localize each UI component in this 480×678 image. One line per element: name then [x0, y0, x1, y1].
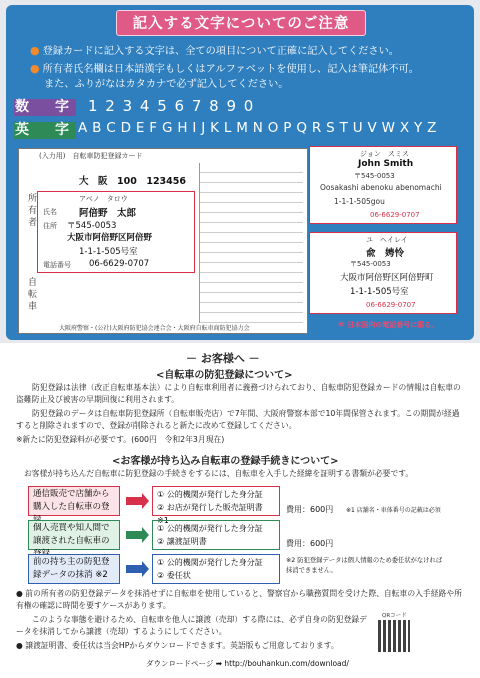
example-kanji: ユ ヘイレイ 兪 娉怜 〒545-0053 大阪市阿倍野区阿倍野町 1-1-1-505号室 06-6629-0707 — [309, 232, 457, 314]
fee-1: 費用：600円 — [286, 505, 334, 514]
customer-heading: － お客様へ － — [186, 352, 260, 365]
example-english: ジョン スミス John Smith 〒545-0053 Oosakashi abenoku abenomachi 1-1-1-505gou 06-6629-0707 — [309, 146, 457, 224]
owner-label: 所有者 — [26, 193, 36, 229]
furigana: アベノ タロウ — [79, 195, 128, 203]
qr-code-icon[interactable] — [378, 620, 410, 652]
phone-label: 電話番号 — [43, 261, 71, 269]
proof-1: ① 公的機関が発行した身分証 ② お店が発行した販売証明書 ※1 — [152, 486, 280, 516]
paragraph-5: ● 前の所有者の防犯登録データを抹消せずに自転車を使用していると、警察官から職務質問を受けた際、自転車の入手経路や所有権の確認に時間を要すケースがあります。 — [16, 589, 462, 611]
arrow-right-icon — [126, 565, 144, 573]
name-label: 氏名 — [43, 208, 57, 216]
registration-card — [18, 148, 308, 334]
arrow-right-icon — [126, 531, 144, 539]
numbers-label: 数 字 — [15, 99, 75, 115]
paragraph-1: 防犯登録は法律（改正自転車基本法）により自転車利用者に義務づけられており、自転車防犯登録カードの情報は自転車の盗難防止及び被害の早期回復に利用されます。 — [16, 383, 461, 405]
letters-chars: A B C D E F G H I J K L M N O P Q R S T U V W X Y Z — [78, 120, 437, 136]
bullet-icon: ● — [30, 44, 40, 57]
bicycle-label: 自転車 — [26, 277, 36, 313]
note-3: また、ふりがなはカタカナで必ず記入してください。 — [44, 79, 289, 90]
bullet-icon: ● — [30, 62, 40, 75]
paragraph-6: このような事態を避けるため、自転車を他人に譲渡（売却）する際には、必ず自身の防犯登録データを抹消してから譲渡（売却）するようにしてください。 — [16, 615, 367, 637]
paragraph-7: ● 譲渡証明書、委任状は当会HPからダウンロードできます。英語版もご用意しております。 — [16, 641, 339, 650]
store-number: 大 阪 100 123456 — [79, 176, 186, 187]
case-1: 通信販売で店舗から購入した自転車の登 — [28, 486, 120, 516]
page-title: 記入する文字についてのご注意 — [116, 10, 366, 36]
address-line-2: 1-1-1-505号室 — [79, 247, 138, 257]
proof-3: ① 公的機関が発行した身分証 ② 委任状 — [152, 554, 280, 584]
download-link[interactable]: ダウンロードページ ➡ http://bouhankun.com/download/ — [146, 659, 349, 668]
phone-note: ※ 日本国内の電話番号に限る。 — [338, 321, 439, 329]
card-example-area — [14, 144, 462, 338]
card-footer: 大阪府警察・(公社)大阪府防犯協会連合会・大阪府自転車商防犯協力会 — [59, 325, 250, 332]
case-2: 個人売買や知人間で譲渡された自転車の — [28, 520, 120, 550]
letters-label: 英 字 — [15, 122, 75, 138]
note-1-detail: ※1 店舗名・車体番号の記載は必須 — [346, 507, 441, 514]
card-details-grid — [199, 163, 303, 323]
arrow-right-icon — [126, 497, 144, 505]
example-english-name: John Smith — [358, 159, 414, 169]
section-procedure: <お客様が持ち込み自転車の登録手続きについて> — [112, 456, 339, 467]
paragraph-3: ※新たに防犯登録料が必要です。(600円 令和2年3月現在) — [16, 435, 225, 444]
owner-name: 阿倍野 太郎 — [79, 208, 137, 219]
address-line-1: 大阪市阿倍野区阿倍野 — [67, 233, 153, 243]
phone-number: 06-6629-0707 — [89, 259, 150, 269]
paragraph-4: お客様が持ち込んだ自転車に防犯登録の手続きをするには、自転車を入手した経緯を証明する書類が必要です。 — [24, 469, 414, 478]
numbers-chars: 1 2 3 4 5 6 7 8 9 0 — [88, 97, 255, 115]
proof-2: ① 公的機関が発行した身分証 ② 譲渡証明書 — [152, 520, 280, 550]
case-3: 前の持ち主の防犯登録データの抹消 ※2 — [28, 554, 120, 584]
section-registration: <自転車の防犯登録について> — [156, 370, 293, 381]
note-2-detail: ※2 防犯登録データは個人情報のため委任状がなければ抹消できません。 — [286, 557, 443, 574]
note-1: ● 登録カードに記入する文字は、全ての項目について正確に記入してください。 — [30, 44, 399, 57]
note-2: ● 所有者氏名欄は日本語漢字もしくはアルファベットを使用し、記入は筆記体不可。 — [30, 62, 419, 75]
fee-2: 費用：600円 — [286, 539, 334, 548]
address-label: 住所 — [43, 222, 57, 230]
card-header: (入力用) 自転車防犯登録カード — [39, 152, 143, 160]
postal-code: 〒545-0053 — [67, 221, 117, 231]
qr-label: QRコード — [382, 613, 407, 619]
paragraph-2: 防犯登録のデータは自転車防犯登録所（自転車販売店）で7年間、大阪府警察本部で10年間保管されます。この期間が経過すると削除されますので、登録が削除されると新たに改めて登録してください。 — [16, 409, 460, 431]
example-kanji-name: 兪 娉怜 — [366, 248, 405, 259]
